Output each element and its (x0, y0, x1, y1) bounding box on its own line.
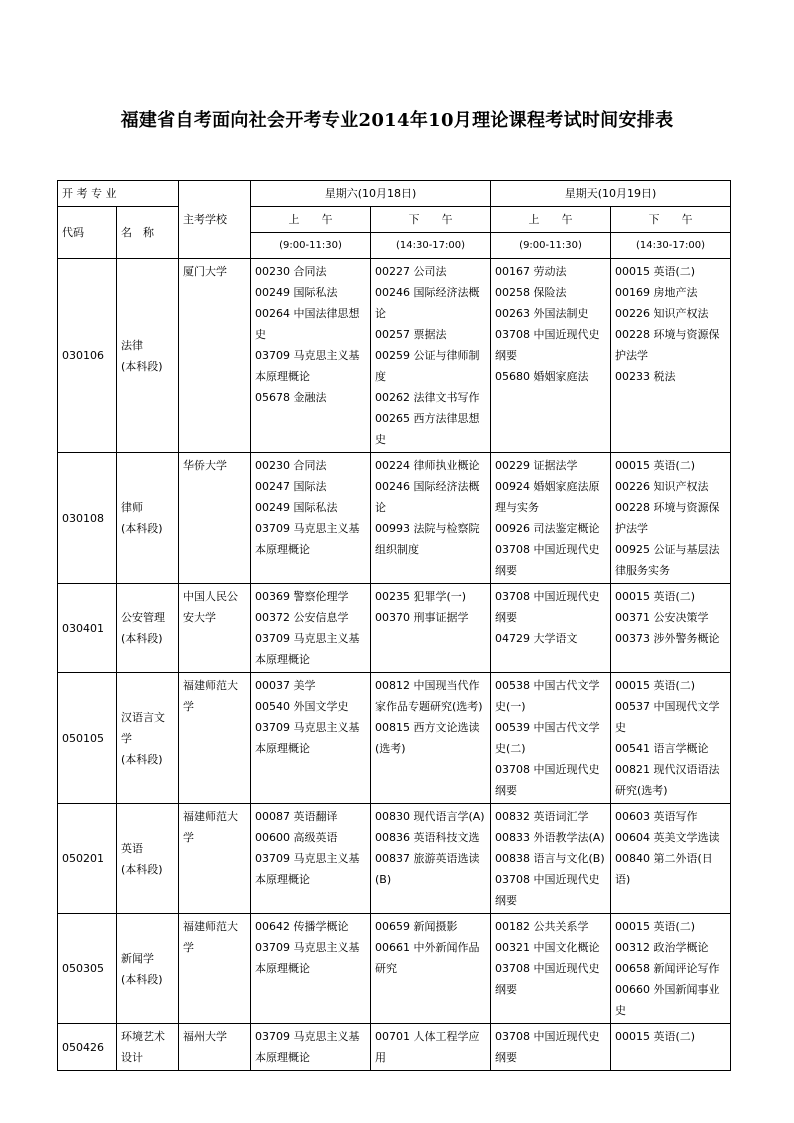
major-header: 开 考 专 业 (58, 181, 179, 207)
course-entry: 03708 中国近现代史纲要 (495, 873, 600, 907)
slot-sun-pm (611, 804, 731, 914)
slot-sat-pm (371, 1024, 491, 1071)
major-code: 030108 (58, 453, 117, 584)
course-entry: 00659 新闻摄影 (375, 920, 458, 933)
course-entry: 00227 公司法 (375, 265, 447, 278)
course-entry: 00660 外国新闻事业史 (615, 983, 720, 1017)
slot-sun-pm (611, 914, 731, 1024)
school-header: 主考学校 (179, 181, 251, 259)
sat-am-header: 上 午 (251, 207, 371, 233)
course-entry: 00821 现代汉语语法研究(选考) (615, 763, 720, 797)
course-entry: 00228 环境与资源保护法学 (615, 328, 720, 362)
major-name: 公安管理 (121, 611, 165, 624)
course-entry: 00701 人体工程学应用 (375, 1030, 480, 1064)
course-entry: 00258 保险法 (495, 286, 567, 299)
course-entry: 00226 知识产权法 (615, 307, 709, 320)
major-code: 050201 (58, 804, 117, 914)
course-entry: 00370 刑事证据学 (375, 611, 469, 624)
course-entry: 00541 语言学概论 (615, 742, 709, 755)
slot-sun-pm (611, 453, 731, 584)
course-entry: 00321 中国文化概论 (495, 941, 600, 954)
major-code: 030106 (58, 259, 117, 453)
major-level: (本科段) (121, 522, 163, 535)
table-row (58, 259, 731, 453)
host-school: 中国人民公安大学 (179, 584, 251, 673)
course-entry: 00249 国际私法 (255, 286, 338, 299)
course-entry: 00167 劳动法 (495, 265, 567, 278)
course-entry: 00371 公安决策学 (615, 611, 709, 624)
major-code: 050426 (58, 1024, 117, 1071)
course-entry: 00228 环境与资源保护法学 (615, 501, 720, 535)
major-code: 050105 (58, 673, 117, 804)
course-entry: 00246 国际经济法概论 (375, 480, 480, 514)
sat-am-time: (9:00-11:30) (251, 233, 371, 259)
course-entry: 03709 马克思主义基本原理概论 (255, 941, 360, 975)
course-entry: 00658 新闻评论写作 (615, 962, 720, 975)
exam-schedule-table (57, 180, 731, 1071)
host-school: 福建师范大学 (179, 804, 251, 914)
table-row (58, 914, 731, 1024)
course-entry: 03708 中国近现代史纲要 (495, 763, 600, 797)
sun-pm-header: 下 午 (611, 207, 731, 233)
course-entry: 03708 中国近现代史纲要 (495, 1030, 600, 1064)
course-entry: 03708 中国近现代史纲要 (495, 962, 600, 996)
code-header: 代码 (58, 207, 117, 259)
slot-sun-am (491, 259, 611, 453)
major-name: 环境艺术设计 (121, 1030, 165, 1064)
slot-sat-am (251, 453, 371, 584)
course-entry: 00015 英语(二) (615, 590, 696, 603)
course-entry: 05680 婚姻家庭法 (495, 370, 589, 383)
course-entry: 00247 国际法 (255, 480, 327, 493)
course-entry: 00924 婚姻家庭法原理与实务 (495, 480, 600, 514)
course-entry: 00538 中国古代文学史(一) (495, 679, 600, 713)
course-entry: 00600 高级英语 (255, 831, 338, 844)
sat-pm-header: 下 午 (371, 207, 491, 233)
course-entry: 00993 法院与检察院组织制度 (375, 522, 480, 556)
slot-sun-am (491, 673, 611, 804)
host-school: 福州大学 (179, 1024, 251, 1071)
major-level: (本科段) (121, 359, 163, 373)
table-row (58, 584, 731, 673)
major-name-cell (117, 914, 179, 1024)
course-entry: 00015 英语(二) (615, 1030, 696, 1043)
course-entry: 00840 第二外语(日语) (615, 852, 713, 886)
major-name-cell (117, 804, 179, 914)
course-entry: 00925 公证与基层法律服务实务 (615, 543, 720, 577)
course-entry: 03709 马克思主义基本原理概论 (255, 632, 360, 666)
table-row (58, 673, 731, 804)
major-name-cell (117, 259, 179, 453)
major-level: (本科段) (121, 862, 163, 876)
slot-sat-am (251, 584, 371, 673)
course-entry: 00661 中外新闻作品研究 (375, 941, 480, 975)
course-entry: 00257 票据法 (375, 328, 447, 341)
major-name: 英语 (121, 841, 143, 855)
host-school: 厦门大学 (179, 259, 251, 453)
sun-am-header: 上 午 (491, 207, 611, 233)
slot-sat-am (251, 1024, 371, 1071)
header-row-1 (58, 181, 731, 207)
slot-sat-am (251, 914, 371, 1024)
host-school: 福建师范大学 (179, 914, 251, 1024)
course-entry: 00812 中国现当代作家作品专题研究(选考) (375, 679, 483, 713)
slot-sat-am (251, 259, 371, 453)
course-entry: 00263 外国法制史 (495, 307, 589, 320)
slot-sat-am (251, 804, 371, 914)
course-entry: 00837 旅游英语选读(B) (375, 852, 480, 886)
course-entry: 00264 中国法律思想史 (255, 307, 360, 341)
course-entry: 00087 英语翻译 (255, 810, 338, 823)
course-entry: 00169 房地产法 (615, 286, 698, 299)
table-row (58, 804, 731, 914)
course-entry: 00642 传播学概论 (255, 920, 349, 933)
course-entry: 00830 现代语言学(A) (375, 810, 485, 823)
course-entry: 00230 合同法 (255, 265, 327, 278)
host-school: 福建师范大学 (179, 673, 251, 804)
course-entry: 00369 警察伦理学 (255, 590, 349, 603)
course-entry: 00604 英美文学选读 (615, 831, 720, 844)
course-entry: 00540 外国文学史 (255, 700, 349, 713)
course-entry: 03709 马克思主义基本原理概论 (255, 721, 360, 755)
course-entry: 00259 公证与律师制度 (375, 349, 480, 383)
slot-sun-am (491, 1024, 611, 1071)
course-entry: 00249 国际私法 (255, 501, 338, 514)
course-entry: 00372 公安信息学 (255, 611, 349, 624)
course-entry: 03708 中国近现代史纲要 (495, 543, 600, 577)
major-level: (本科段) (121, 972, 163, 986)
slot-sun-pm (611, 584, 731, 673)
course-entry: 05678 金融法 (255, 391, 327, 404)
slot-sun-am (491, 584, 611, 673)
course-entry: 03709 马克思主义基本原理概论 (255, 1030, 360, 1064)
major-name: 汉语言文学 (121, 710, 165, 745)
course-entry: 03709 马克思主义基本原理概论 (255, 522, 360, 556)
major-code: 050305 (58, 914, 117, 1024)
page-title: 福建省自考面向社会开考专业2014年10月理论课程考试时间安排表 (120, 110, 674, 131)
major-name: 新闻学 (121, 951, 154, 965)
course-entry: 00233 税法 (615, 370, 676, 383)
course-entry: 00224 律师执业概论 (375, 459, 480, 472)
course-entry: 00262 法律文书写作 (375, 391, 480, 404)
major-name-cell (117, 453, 179, 584)
slot-sun-pm (611, 259, 731, 453)
header-row-2 (58, 207, 731, 233)
major-name: 法律 (121, 338, 143, 352)
course-entry: 03709 马克思主义基本原理概论 (255, 852, 360, 886)
slot-sat-pm (371, 259, 491, 453)
slot-sun-pm (611, 1024, 731, 1071)
course-entry: 03709 马克思主义基本原理概论 (255, 349, 360, 383)
major-name-cell (117, 673, 179, 804)
course-entry: 00037 美学 (255, 679, 316, 692)
course-entry: 00373 涉外警务概论 (615, 632, 720, 645)
sun-am-time: (9:00-11:30) (491, 233, 611, 259)
course-entry: 04729 大学语文 (495, 632, 578, 645)
course-entry: 00836 英语科技文选 (375, 831, 480, 844)
course-entry: 00246 国际经济法概论 (375, 286, 480, 320)
course-entry: 00230 合同法 (255, 459, 327, 472)
saturday-header: 星期六(10月18日) (251, 181, 491, 207)
course-entry: 00015 英语(二) (615, 920, 696, 933)
table-row (58, 453, 731, 584)
course-entry: 00603 英语写作 (615, 810, 698, 823)
slot-sat-am (251, 673, 371, 804)
course-entry: 00539 中国古代文学史(二) (495, 721, 600, 755)
course-entry: 03708 中国近现代史纲要 (495, 590, 600, 624)
course-entry: 00265 西方法律思想史 (375, 412, 480, 446)
course-entry: 00015 英语(二) (615, 679, 696, 692)
slot-sat-pm (371, 804, 491, 914)
major-code: 030401 (58, 584, 117, 673)
major-level: (本科段) (121, 752, 163, 766)
slot-sun-am (491, 804, 611, 914)
slot-sat-pm (371, 673, 491, 804)
slot-sun-am (491, 453, 611, 584)
course-entry: 00815 西方文论选读(选考) (375, 721, 480, 755)
sat-pm-time: (14:30-17:00) (371, 233, 491, 259)
major-name-cell (117, 1024, 179, 1071)
name-header: 名 称 (117, 207, 179, 259)
course-entry: 00833 外语教学法(A) (495, 831, 605, 844)
course-entry: 00229 证据法学 (495, 459, 578, 472)
course-entry: 00838 语言与文化(B) (495, 852, 605, 865)
course-entry: 03708 中国近现代史纲要 (495, 328, 600, 362)
course-entry: 00015 英语(二) (615, 459, 696, 472)
course-entry: 00832 英语词汇学 (495, 810, 589, 823)
sun-pm-time: (14:30-17:00) (611, 233, 731, 259)
course-entry: 00235 犯罪学(一) (375, 590, 467, 603)
slot-sun-am (491, 914, 611, 1024)
course-entry: 00182 公共关系学 (495, 920, 589, 933)
major-level: (本科段) (121, 632, 163, 645)
course-entry: 00015 英语(二) (615, 265, 696, 278)
course-entry: 00226 知识产权法 (615, 480, 709, 493)
slot-sat-pm (371, 914, 491, 1024)
slot-sat-pm (371, 584, 491, 673)
host-school: 华侨大学 (179, 453, 251, 584)
slot-sun-pm (611, 673, 731, 804)
slot-sat-pm (371, 453, 491, 584)
major-name: 律师 (121, 501, 143, 514)
major-name-cell (117, 584, 179, 673)
sunday-header: 星期天(10月19日) (491, 181, 731, 207)
table-row (58, 1024, 731, 1071)
course-entry: 00312 政治学概论 (615, 941, 709, 954)
course-entry: 00537 中国现代文学史 (615, 700, 720, 734)
course-entry: 00926 司法鉴定概论 (495, 522, 600, 535)
